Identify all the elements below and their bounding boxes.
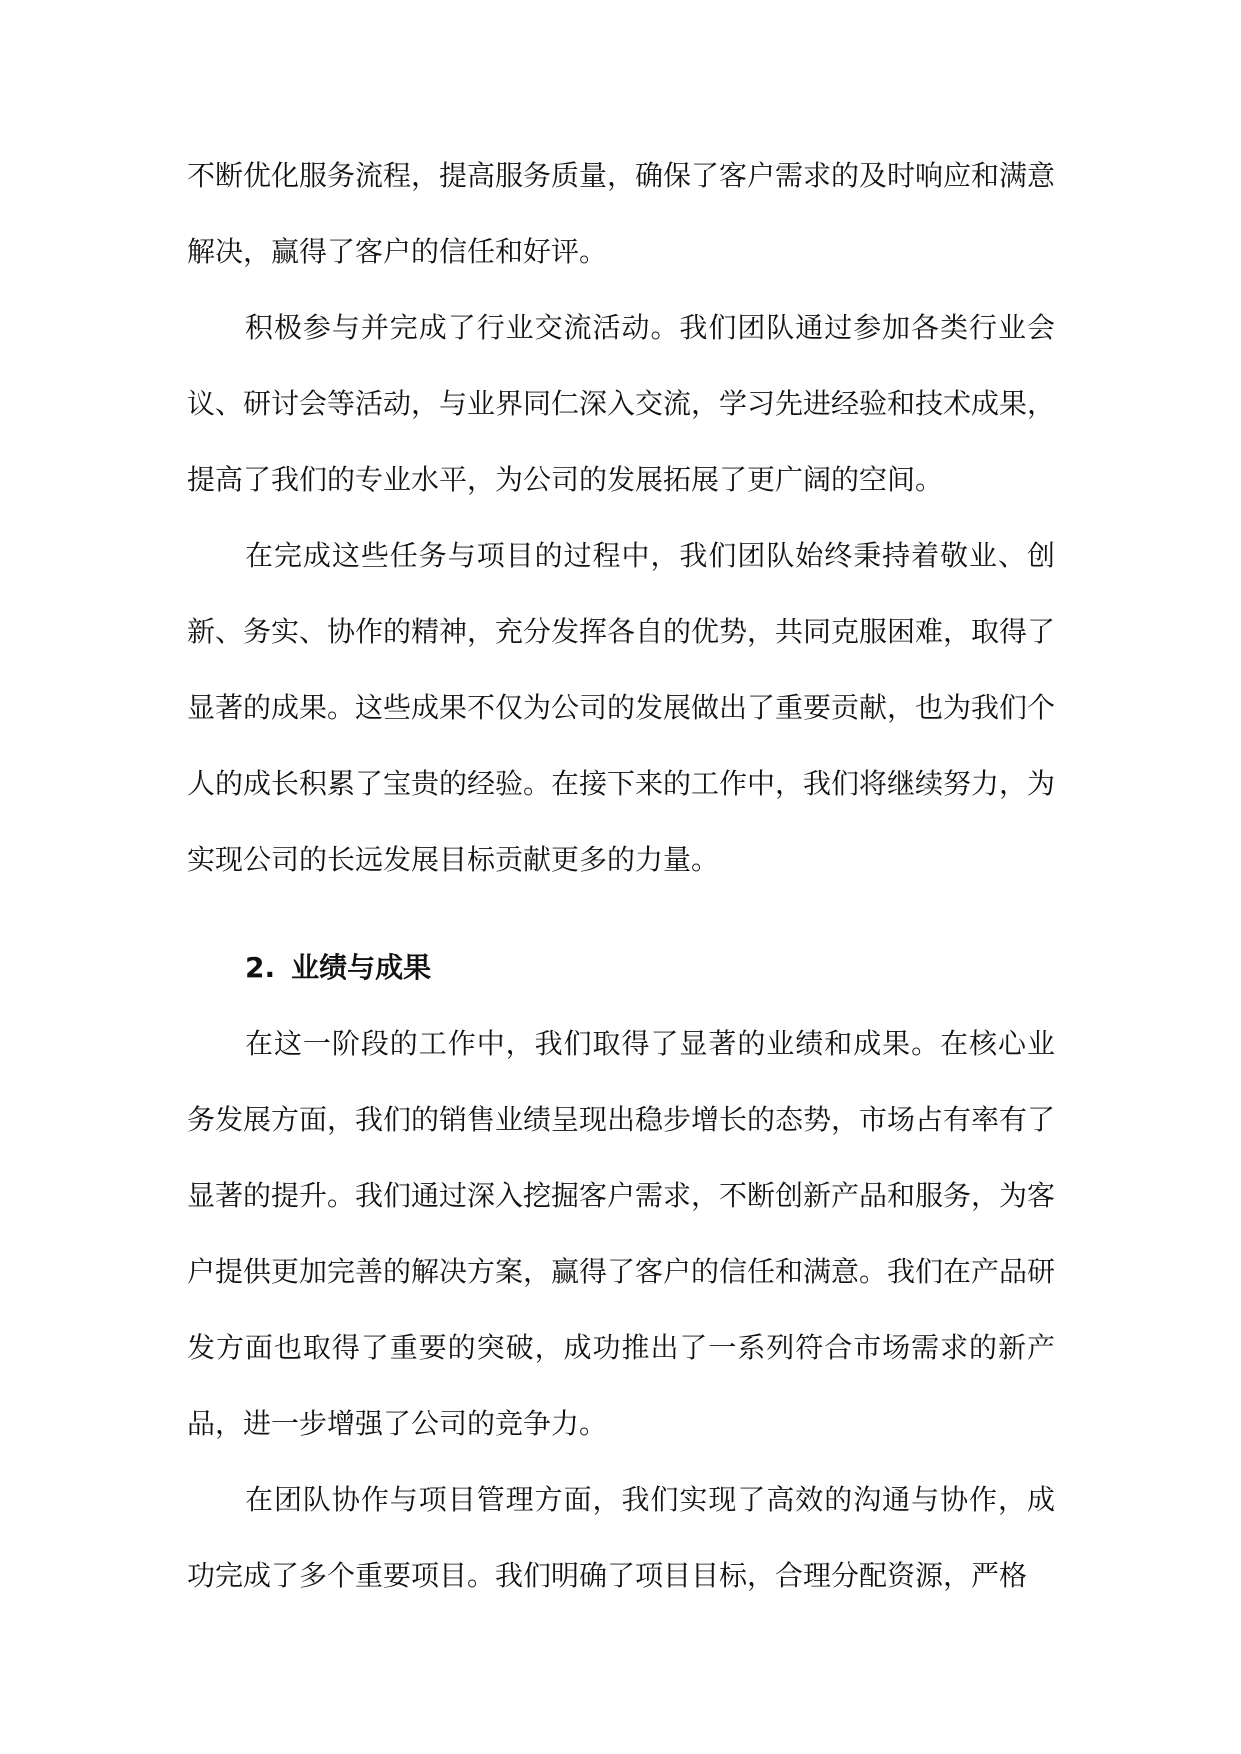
document-body xyxy=(187,138,1055,1614)
section-heading xyxy=(187,930,1055,1006)
paragraph-teamwork: 在团队协作与项目管理方面，我们实现了高效的沟通与协作，成功完成了多个重要项目。我们明确了项目目标，合理分配资源，严格 xyxy=(187,1483,1055,1592)
paragraph-industry-exchange: 积极参与并完成了行业交流活动。我们团队通过参加各类行业会议、研讨会等活动，与业界同仁深入交流，学习先进经验和技术成果，提高了我们的专业水平，为公司的发展拓展了更广阔的空间。 xyxy=(187,311,1056,496)
paragraph-continuation: 不断优化服务流程，提高服务质量，确保了客户需求的及时响应和满意解决，赢得了客户的信任和好评。 xyxy=(187,159,1056,268)
section-number: 2. xyxy=(245,951,276,984)
paragraph-team-spirit: 在完成这些任务与项目的过程中，我们团队始终秉持着敬业、创新、务实、协作的精神，充分发挥各自的优势，共同克服困难，取得了显著的成果。这些成果不仅为公司的发展做出了重要贡献，也为我们个人的成长积累了宝贵的经验。在接下来的工作中，我们将继续努力，为实现公司的长远发展目标贡献更多的力量。 xyxy=(187,539,1056,876)
paragraph-achievements: 在这一阶段的工作中，我们取得了显著的业绩和成果。在核心业务发展方面，我们的销售业绩呈现出稳步增长的态势，市场占有率有了显著的提升。我们通过深入挖掘客户需求，不断创新产品和服务，为客户提供更加完善的解决方案，赢得了客户的信任和满意。我们在产品研发方面也取得了重要的突破，成功推出了一系列符合市场需求的新产品，进一步增强了公司的竞争力。 xyxy=(187,1027,1056,1440)
section-title: 业绩与成果 xyxy=(291,951,432,984)
